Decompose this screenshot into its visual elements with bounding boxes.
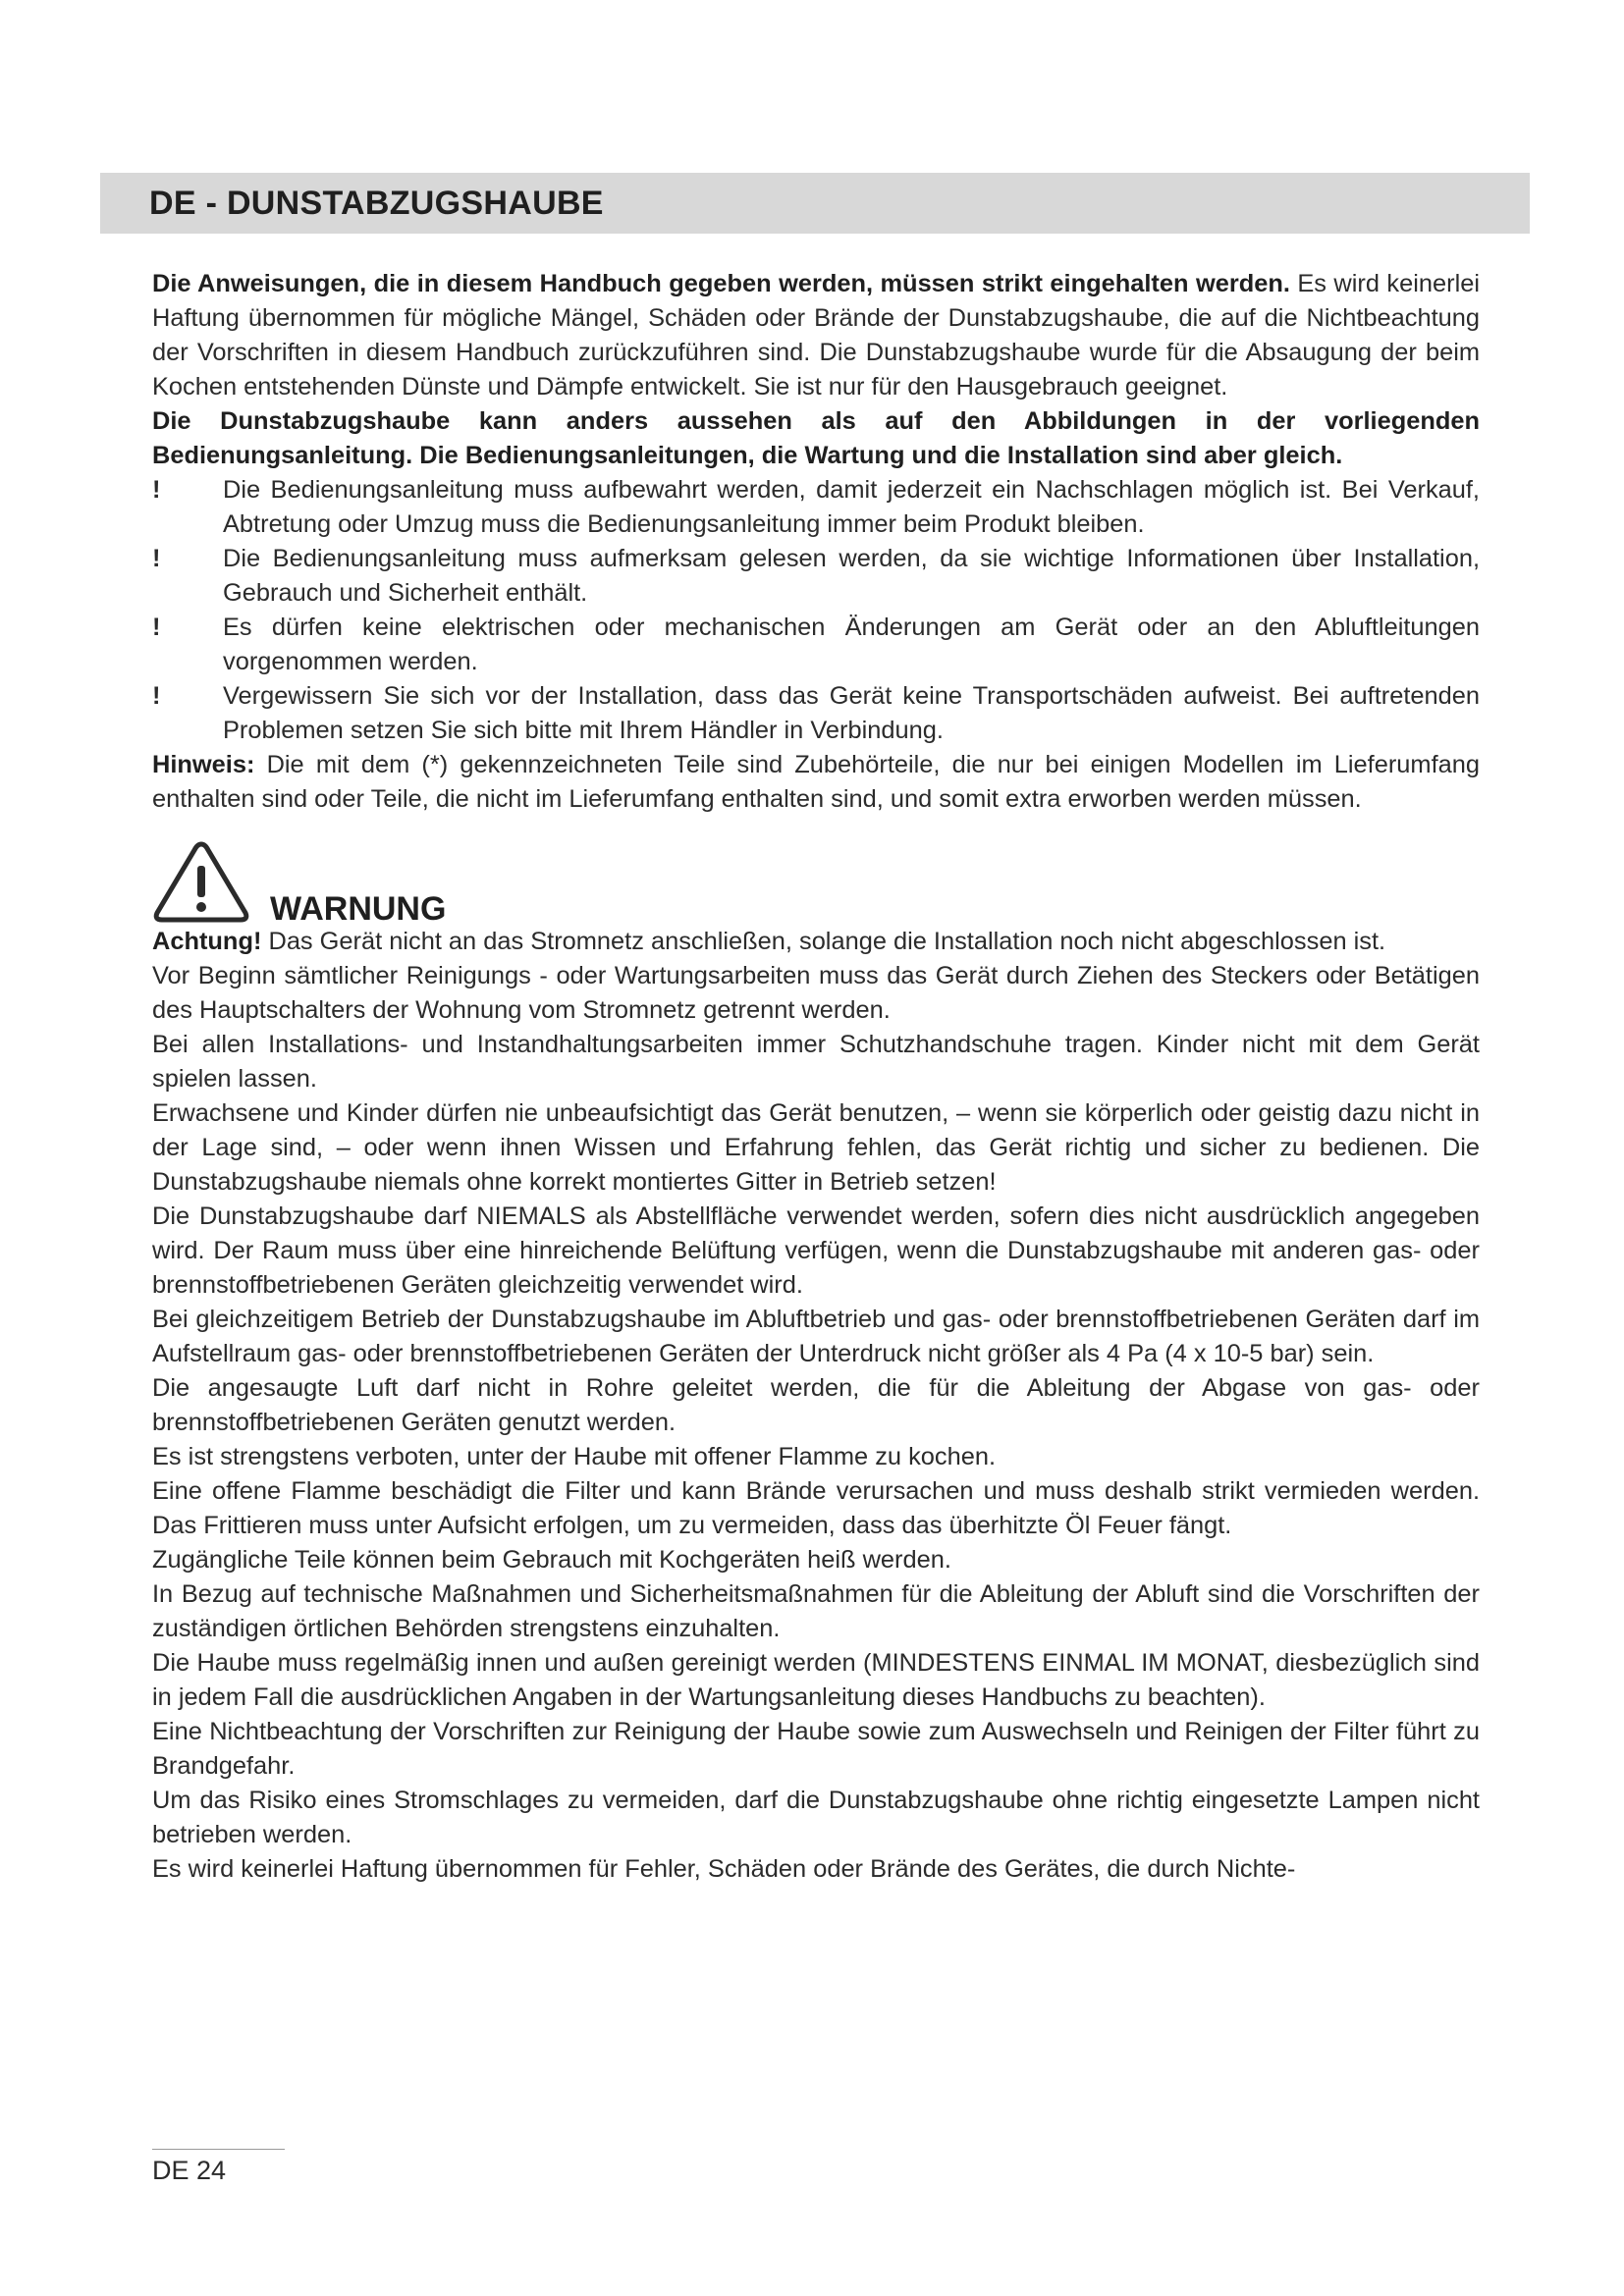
bullet-item bbox=[152, 542, 1480, 611]
warning-paragraph: Bei allen Installations- und Instandhaltungsarbeiten immer Schutzhandschuhe tragen. Kinder nicht mit dem Gerät spielen lassen. bbox=[152, 1031, 1480, 1093]
warning-paragraph: Vor Beginn sämtlicher Reinigungs - oder Wartungsarbeiten muss das Gerät durch Ziehen des Steckers oder Betätigen des Hauptschalters der Wohnung vom Stromnetz getrennt werden. bbox=[152, 962, 1480, 1024]
attention-label: Achtung! bbox=[152, 928, 262, 955]
note-paragraph bbox=[152, 748, 1480, 817]
bullet-item bbox=[152, 473, 1480, 542]
exclamation-mark: ! bbox=[152, 476, 161, 504]
warning-paragraph: Bei gleichzeitigem Betrieb der Dunstabzugshaube im Abluftbetrieb und gas- oder brennstoffbetriebenen Geräten darf im Aufstellraum gas- oder brennstoffbetriebenen Geräten der Unterdruck nicht größer als 4 Pa (4 x 10-5 bar) sein. bbox=[152, 1306, 1480, 1367]
warning-paragraph: Die Dunstabzugshaube darf NIEMALS als Abstellfläche verwendet werden, sofern dies nicht ausdrücklich angegeben wird. Der Raum muss über eine hinreichende Belüftung verfügen, wenn die Dunstabzugshaube mit anderen gas- oder brennstoffbetriebenen Geräten gleichzeitig verwendet wird. bbox=[152, 1202, 1480, 1299]
warning-paragraph: Erwachsene und Kinder dürfen nie unbeaufsichtigt das Gerät benutzen, – wenn sie körperlich oder geistig dazu nicht in der Lage sind, – oder wenn ihnen Wissen und Erfahrung fehlen, das Gerät richtig und sicher zu bedienen. Die Dunstabzugshaube niemals ohne korrekt montiertes Gitter in Betrieb setzen! bbox=[152, 1099, 1480, 1196]
exclamation-mark: ! bbox=[152, 682, 161, 710]
intro-text: Es wird keinerlei Haftung übernommen für mögliche Mängel, Schäden oder Brände der Dunstabzugshaube, die auf die Nichtbeachtung der Vorschriften in diesem Handbuch zurückzuführen sind. Die Dunstabzugshaube wurde für die Absaugung der beim Kochen entstehenden Dünste und Dämpfe entwickelt. Sie ist nur für den Hausgebrauch geeignet. bbox=[152, 270, 1480, 400]
bullet-text: Vergewissern Sie sich vor der Installation, dass das Gerät keine Transportschäden aufweist. Bei auftretenden Problemen setzen Sie sich bitte mit Ihrem Händler in Verbindung. bbox=[223, 682, 1480, 744]
warning-paragraph: Die angesaugte Luft darf nicht in Rohre geleitet werden, die für die Ableitung der Abgase von gas- oder brennstoffbetriebenen Geräten genutzt werden. bbox=[152, 1374, 1480, 1436]
bullet-item bbox=[152, 611, 1480, 679]
warning-paragraph: Eine offene Flamme beschädigt die Filter und kann Brände verursachen und muss deshalb strikt vermieden werden. Das Frittieren muss unter Aufsicht erfolgen, um zu vermeiden, dass das überhitzte Öl Feuer fängt. bbox=[152, 1477, 1480, 1539]
warning-paragraph: Eine Nichtbeachtung der Vorschriften zur Reinigung der Haube sowie zum Auswechseln und Reinigen der Filter führt zu Brandgefahr. bbox=[152, 1718, 1480, 1780]
document-body bbox=[152, 267, 1480, 1887]
warning-paragraph: Es ist strengstens verboten, unter der Haube mit offener Flamme zu kochen. bbox=[152, 1443, 997, 1470]
warning-paragraph: Es wird keinerlei Haftung übernommen für Fehler, Schäden oder Brände des Gerätes, die durch Nichte- bbox=[152, 1855, 1296, 1883]
warning-paragraph: Die Haube muss regelmäßig innen und außen gereinigt werden (MINDESTENS EINMAL IM MONAT, diesbezüglich sind in jedem Fall die ausdrücklichen Angaben in der Wartungsanleitung dieses Handbuchs zu beachten). bbox=[152, 1649, 1480, 1711]
bullet-text: Die Bedienungsanleitung muss aufbewahrt werden, damit jederzeit ein Nachschlagen möglich ist. Bei Verkauf, Abtretung oder Umzug muss die Bedienungsanleitung immer beim Produkt bleiben. bbox=[223, 476, 1480, 538]
appearance-note: Die Dunstabzugshaube kann anders aussehen als auf den Abbildungen in der vorliegenden Bedienungsanleitung. Die Bedienungsanleitungen, die Wartung und die Installation sind aber gleich. bbox=[152, 407, 1480, 469]
attention-text: Das Gerät nicht an das Stromnetz anschließen, solange die Installation noch nicht abgeschlossen ist. bbox=[261, 928, 1386, 955]
section-header bbox=[100, 173, 1530, 234]
bullet-text: Die Bedienungsanleitung muss aufmerksam gelesen werden, da sie wichtige Informationen über Installation, Gebrauch und Sicherheit enthält. bbox=[223, 545, 1480, 607]
warning-paragraph: In Bezug auf technische Maßnahmen und Sicherheitsmaßnahmen für die Ableitung der Abluft sind die Vorschriften der zuständigen örtlichen Behörden strengstens einzuhalten. bbox=[152, 1580, 1480, 1642]
exclamation-mark: ! bbox=[152, 545, 161, 572]
intro-bold-text: Die Anweisungen, die in diesem Handbuch gegeben werden, müssen strikt eingehalten werden. bbox=[152, 270, 1290, 297]
bullet-item bbox=[152, 679, 1480, 748]
exclamation-mark: ! bbox=[152, 614, 161, 641]
warning-heading bbox=[152, 834, 1480, 928]
warning-paragraph bbox=[152, 925, 1480, 959]
warning-paragraph: Zugängliche Teile können beim Gebrauch mit Kochgeräten heiß werden. bbox=[152, 1546, 951, 1574]
warning-paragraph: Um das Risiko eines Stromschlages zu vermeiden, darf die Dunstabzugshaube ohne richtig eingesetzte Lampen nicht betrieben werden. bbox=[152, 1787, 1480, 1848]
bullet-text: Es dürfen keine elektrischen oder mechanischen Änderungen am Gerät oder an den Abluftleitungen vorgenommen werden. bbox=[223, 614, 1480, 675]
page-number: DE 24 bbox=[152, 2156, 227, 2185]
warning-title: WARNUNG bbox=[270, 890, 447, 928]
section-title: DE - DUNSTABZUGSHAUBE bbox=[149, 184, 604, 222]
note-label: Hinweis: bbox=[152, 751, 255, 778]
note-text: Die mit dem (*) gekennzeichneten Teile sind Zubehörteile, die nur bei einigen Modellen im Lieferumfang enthalten sind oder Teile, die nicht im Lieferumfang enthalten sind, und somit extra erworben werden müssen. bbox=[152, 751, 1480, 813]
intro-paragraph bbox=[152, 267, 1480, 404]
footer-divider bbox=[152, 2149, 285, 2150]
warning-triangle-icon bbox=[152, 838, 250, 925]
